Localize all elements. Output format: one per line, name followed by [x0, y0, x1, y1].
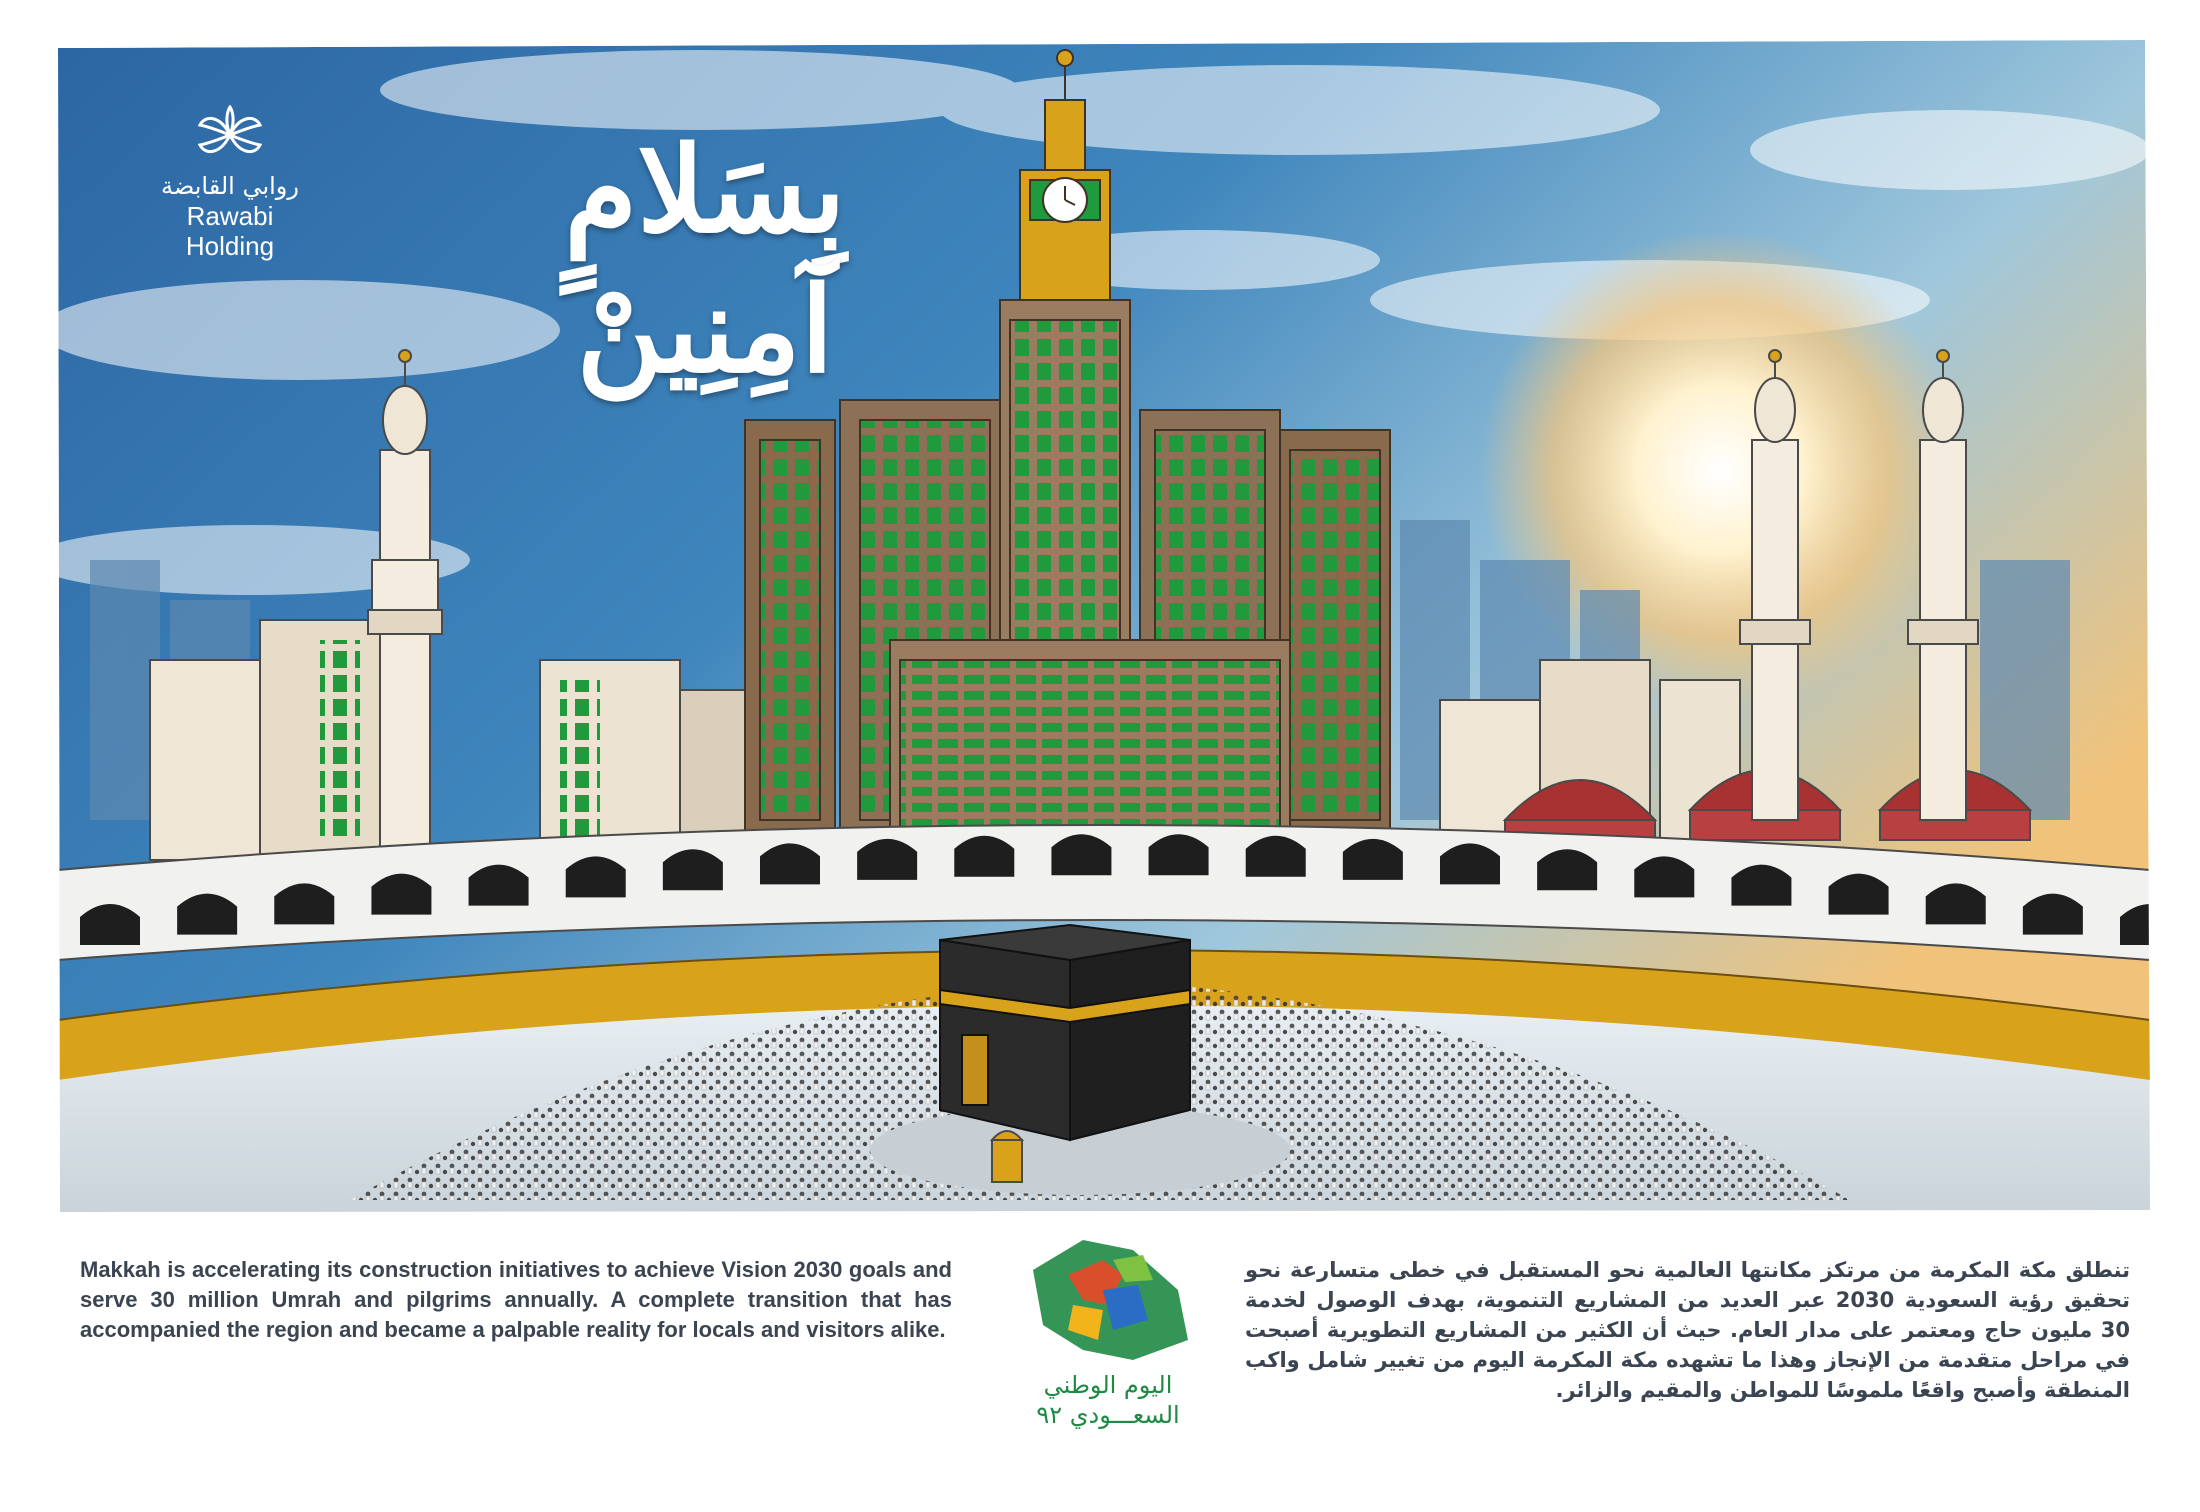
headline-line-1: بِسَلامٍ	[564, 120, 846, 259]
rawabi-logo-icon	[165, 105, 295, 165]
national-day-line-2: السعـــودي ٩٢	[1036, 1401, 1180, 1429]
maqam-ibrahim	[992, 1131, 1022, 1182]
rawabi-brand	[150, 105, 310, 261]
body-text-arabic: تنطلق مكة المكرمة من مرتكز مكانتها العالمية نحو المستقبل في خطى متسارعة نحو تحقيق رؤية السعودية 2030 عبر العديد من المشاريع التنموية، بهدف الوصول لخدمة 30 مليون حاج ومعتمر على مدار العام. حيث أن الكثير من المشاريع التطويرية أصبحت في مراحل متقدمة من الإنجاز وهذا ما تشهده مكة المكرمة اليوم من تغيير شامل واكب المنطقة وأصبح واقعًا ملموسًا للمواطن والمقيم والزائر.	[1245, 1258, 2130, 1402]
body-text-english: Makkah is accelerating its construction initiatives to achieve Vision 2030 goals and serve 30 million Umrah and pilgrims annually. A complete transition that has accompanied the region and became a palpable reality for locals and visitors alike.	[80, 1257, 952, 1342]
brand-name-english: Rawabi Holding	[185, 201, 275, 261]
national-day-line-1: اليوم الوطني	[1043, 1371, 1173, 1399]
kaaba	[940, 925, 1190, 1140]
national-day-logo	[1008, 1230, 1208, 1430]
headline-line-2: آمِنِينْ	[576, 260, 834, 399]
brand-name-arabic: روابي القابضة	[161, 172, 299, 200]
saudi-map-icon	[1013, 1230, 1203, 1370]
headline-calligraphy	[395, 120, 1015, 400]
